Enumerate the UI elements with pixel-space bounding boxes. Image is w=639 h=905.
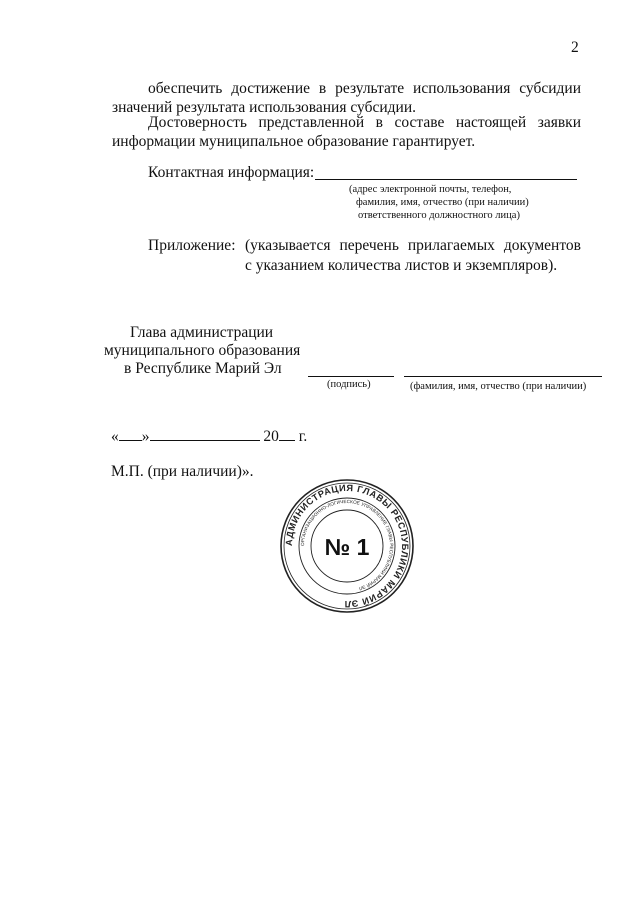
signatory-title-line-1: Глава администрации [130,324,274,341]
signatory-title-line-2: муниципального образования [104,342,301,359]
contact-info-line [315,179,577,180]
contact-hint-line-3: ответственного должностного лица) [358,210,520,221]
name-line [404,376,602,377]
seal-note: М.П. (при наличии)». [111,463,254,480]
date-close-quote: » [141,428,150,445]
stamp-inner-text: ОРГАНИЗАЦИОННО-ЛОГИЧЕСКОЕ УПРАВЛЕНИЕ ГЛАВЫ РЕСПУБЛИКИ МАРИЙ ЭЛ [299,498,395,592]
attachment-label: Приложение: [148,237,236,254]
signature-line [308,376,394,377]
date-month-blank [150,428,260,441]
contact-info-label: Контактная информация: [148,164,315,181]
date-day-blank [119,428,142,441]
attachment-text-line-1: (указывается перечень прилагаемых документов [245,237,581,254]
name-caption: (фамилия, имя, отчество (при наличии) [410,381,587,392]
attachment-text-line-2: с указанием количества листов и экземпляров). [245,257,558,274]
official-stamp [277,476,417,616]
date-open-quote: « [111,428,119,445]
paragraph-1-line-2: значений результата использования субсидии. [112,99,416,116]
contact-hint-line-1: (адрес электронной почты, телефон, [349,184,512,195]
signatory-title-line-3: в Республике Марий Эл [124,360,282,377]
paragraph-1-line-1: обеспечить достижение в результате использования субсидии [148,80,581,97]
signature-caption: (подпись) [327,379,371,390]
stamp-number: № 1 [324,534,370,560]
stamp-outer-text: АДМИНИСТРАЦИЯ ГЛАВЫ РЕСПУБЛИКИ МАРИЙ ЭЛ [283,482,411,610]
paragraph-2-line-1: Достоверность представленной в составе настоящей заявки [148,114,581,131]
date-year-blank [279,428,295,441]
paragraph-2-line-2: информации муниципальное образование гарантирует. [112,133,476,150]
date-year-suffix: г. [298,428,308,445]
page-number: 2 [571,39,579,56]
contact-hint-line-2: фамилия, имя, отчество (при наличии) [356,197,529,208]
date-line [111,427,307,446]
date-year-prefix: 20 [263,428,279,445]
